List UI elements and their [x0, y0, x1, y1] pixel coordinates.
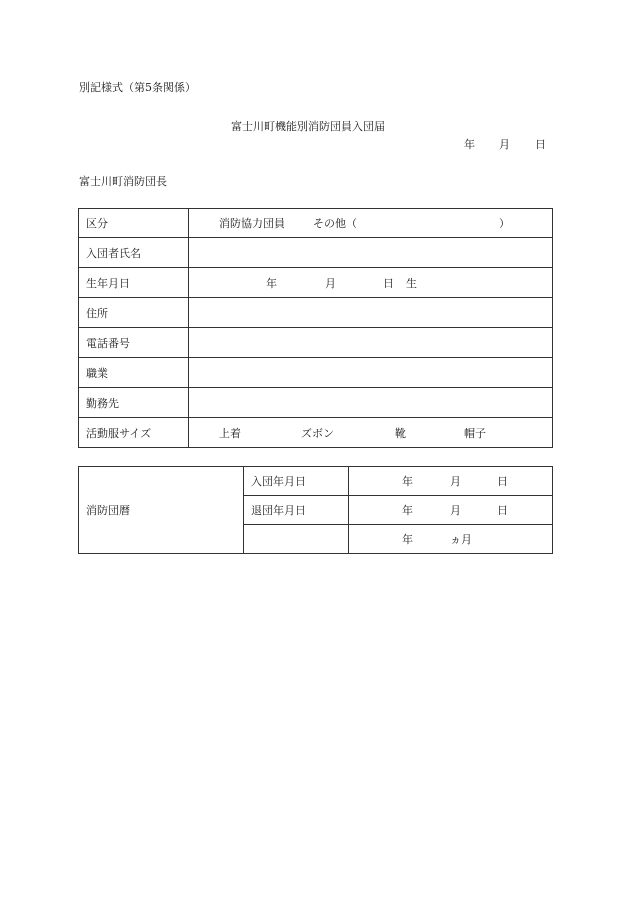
workplace-field[interactable]: [189, 388, 553, 418]
uniform-field[interactable]: [189, 418, 553, 448]
birth-day: 日: [383, 276, 394, 290]
name-field[interactable]: [189, 238, 553, 268]
leave-date-field[interactable]: [349, 496, 553, 525]
uniform-pants: ズボン: [301, 426, 334, 440]
form-reference: 別記様式（第5条関係）: [79, 81, 196, 94]
leave-year: 年: [402, 504, 413, 517]
addressee: 富士川町消防団長: [79, 175, 167, 188]
birth-label: 生年月日: [79, 268, 189, 298]
address-label: 住所: [79, 298, 189, 328]
occupation-label: 職業: [79, 358, 189, 388]
join-day: 日: [497, 475, 508, 488]
period-months: ヵ月: [450, 533, 472, 546]
category-label: 区分: [79, 209, 189, 238]
header-date-day: 日: [535, 138, 546, 151]
uniform-label: 活動服サイズ: [79, 418, 189, 448]
uniform-shoes: 靴: [395, 426, 406, 440]
row-uniform-size: [79, 418, 553, 448]
leave-day: 日: [497, 504, 508, 517]
birth-field[interactable]: [189, 268, 553, 298]
uniform-jacket: 上着: [219, 426, 241, 440]
join-date-label: 入団年月日: [244, 467, 349, 496]
join-date-field[interactable]: [349, 467, 553, 496]
history-table: [78, 466, 553, 554]
header-date-year: 年: [464, 138, 475, 151]
category-close-paren: ）: [499, 217, 510, 230]
leave-date-label: 退団年月日: [244, 496, 349, 525]
header-date-month: 月: [499, 138, 510, 151]
category-option-fire-cooperation[interactable]: 消防協力団員: [219, 217, 285, 230]
period-years: 年: [402, 533, 413, 546]
workplace-label: 勤務先: [79, 388, 189, 418]
birth-month: 月: [325, 276, 336, 290]
row-name: [79, 238, 553, 268]
occupation-field[interactable]: [189, 358, 553, 388]
service-period-label-cell: [244, 525, 349, 554]
leave-month: 月: [450, 504, 461, 517]
row-birth: [79, 268, 553, 298]
row-phone: [79, 328, 553, 358]
row-category: [79, 209, 553, 238]
row-address: [79, 298, 553, 328]
category-field[interactable]: [189, 209, 553, 238]
form-title: 富士川町機能別消防団員入団届: [231, 120, 385, 133]
birth-suffix: 生: [406, 276, 417, 290]
row-join-date: [79, 467, 553, 496]
address-field[interactable]: [189, 298, 553, 328]
application-table: [78, 208, 553, 448]
row-occupation: [79, 358, 553, 388]
join-month: 月: [450, 475, 461, 488]
service-period-field[interactable]: [349, 525, 553, 554]
uniform-hat: 帽子: [464, 426, 486, 440]
join-year: 年: [402, 475, 413, 488]
history-label: 消防団暦: [79, 467, 244, 554]
phone-label: 電話番号: [79, 328, 189, 358]
category-option-other[interactable]: その他（: [313, 217, 357, 230]
phone-field[interactable]: [189, 328, 553, 358]
birth-year: 年: [266, 276, 277, 290]
name-label: 入団者氏名: [79, 238, 189, 268]
row-workplace: [79, 388, 553, 418]
